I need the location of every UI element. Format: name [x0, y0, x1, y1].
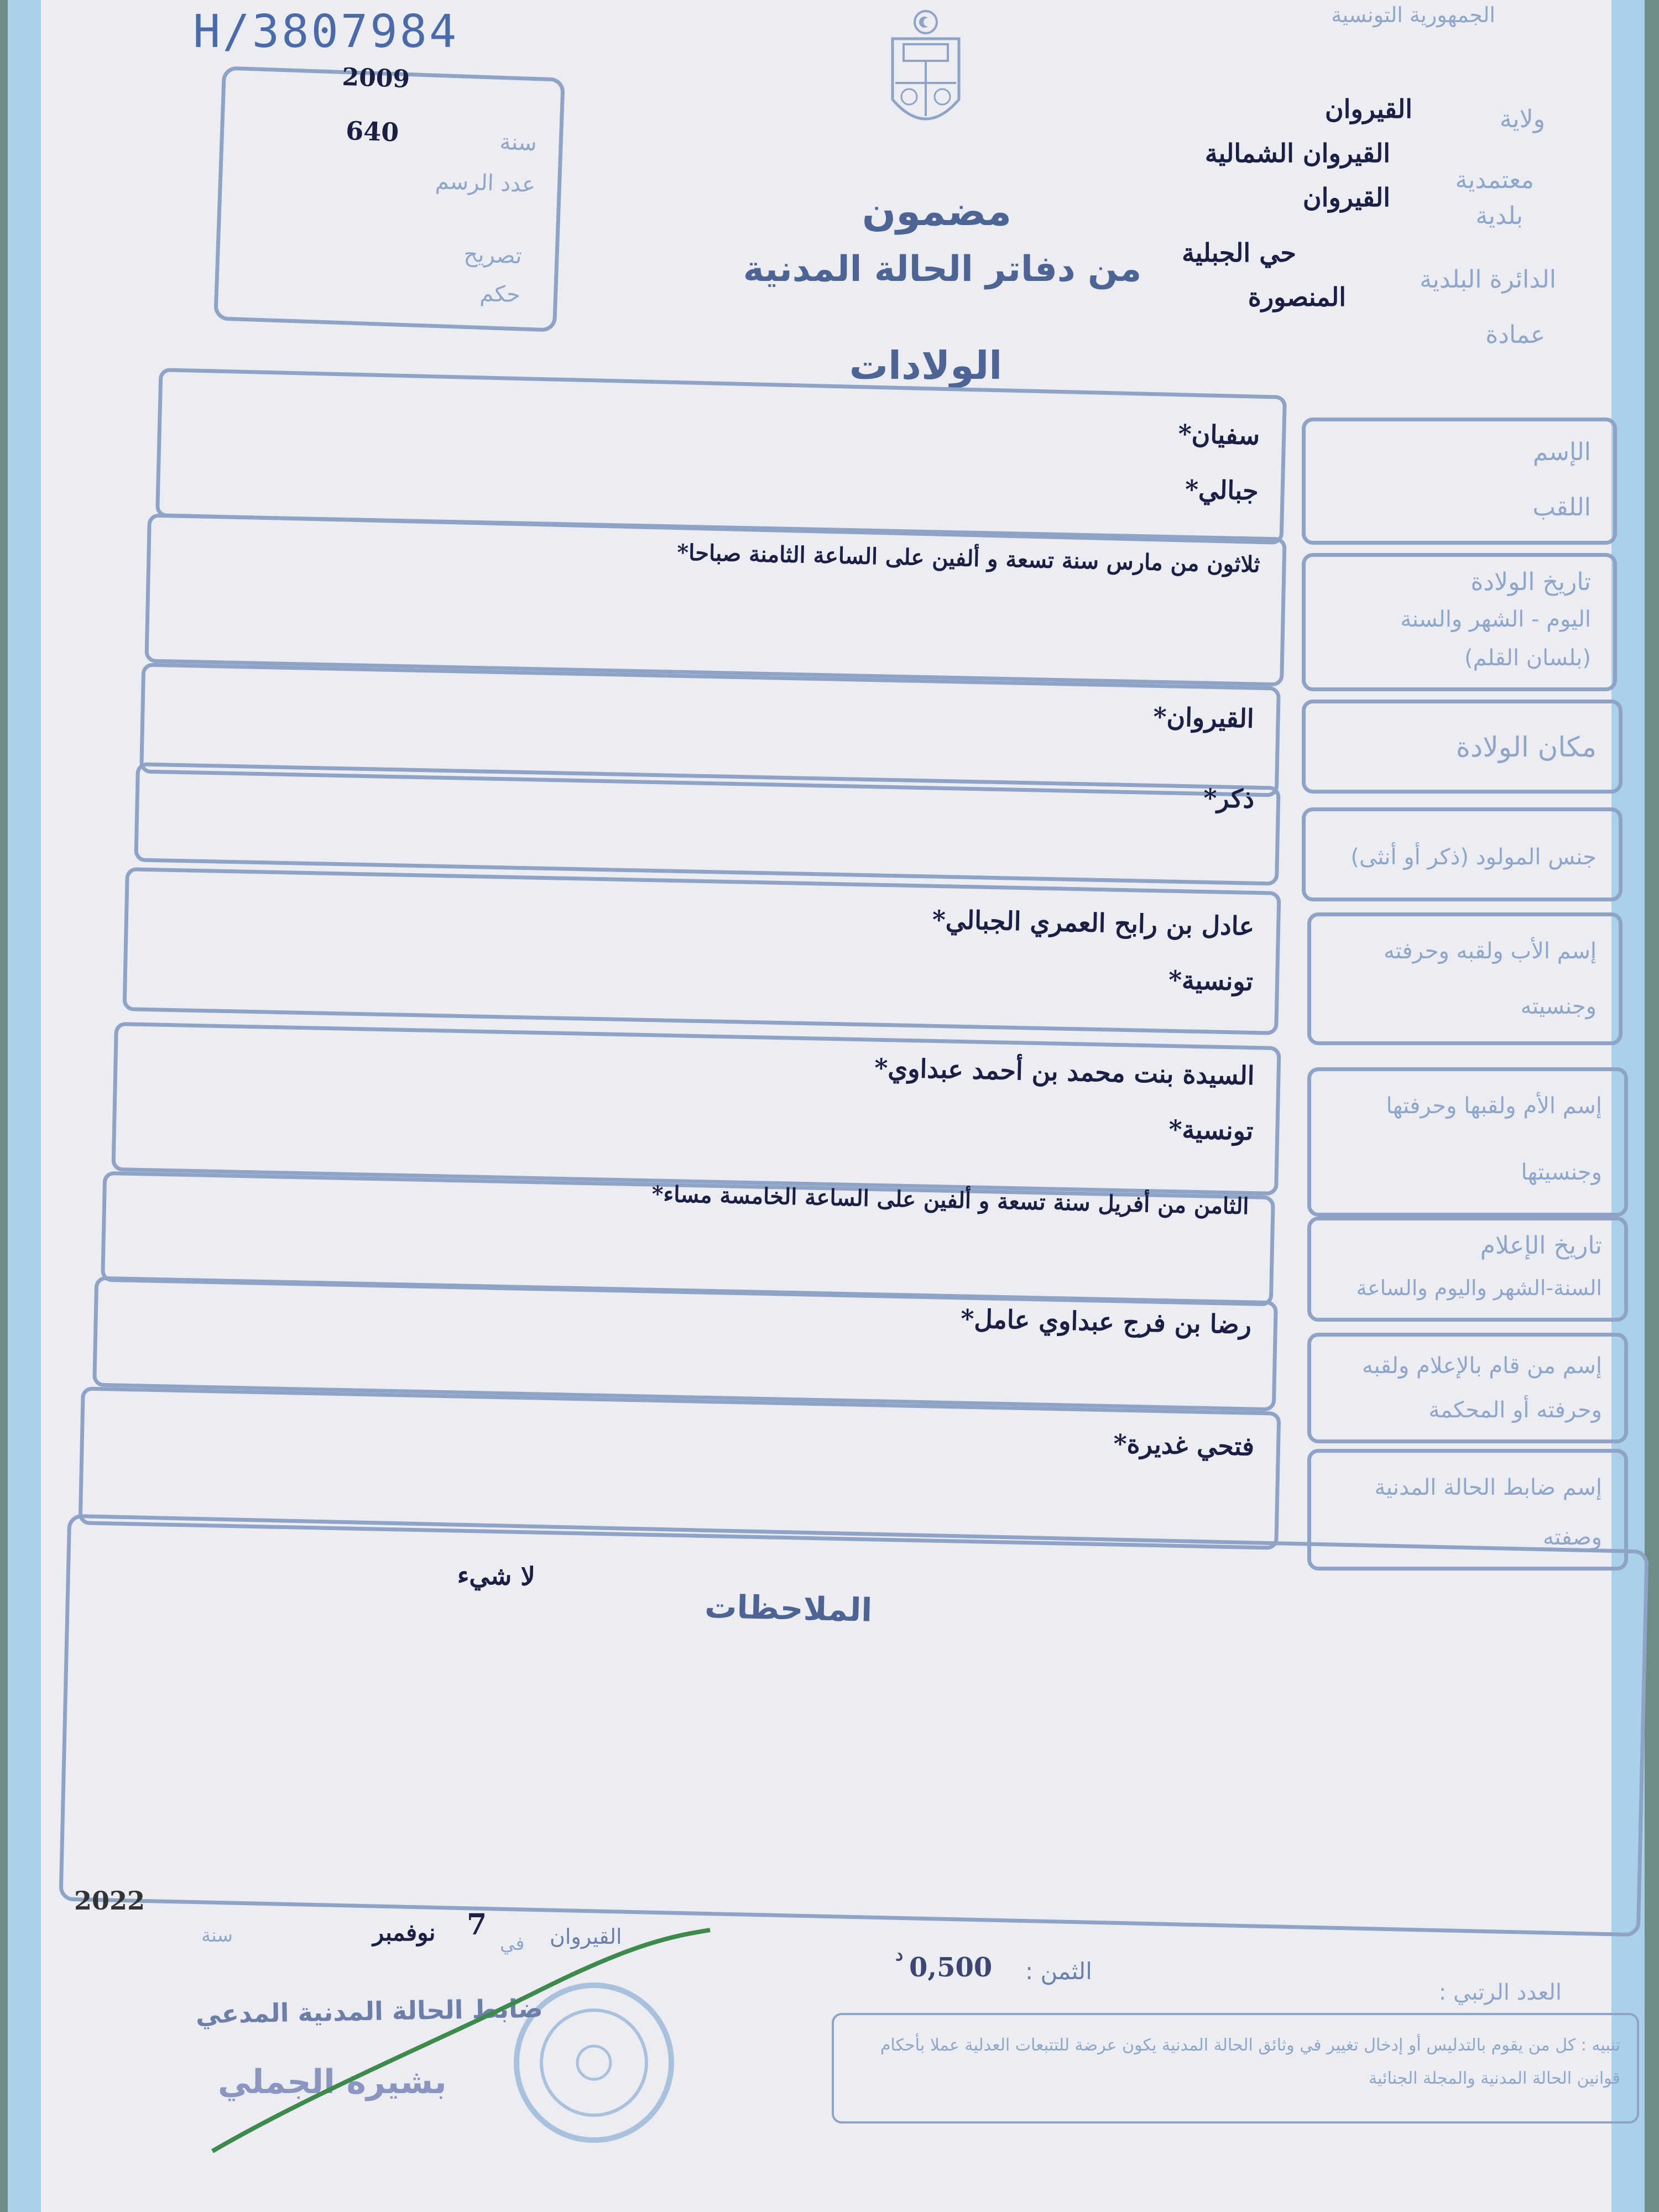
mother-label-1: إسم الأم ولقبها وحرفتها	[1386, 1093, 1602, 1119]
row-mother-value	[111, 1022, 1281, 1196]
mother-name-value: السيدة بنت محمد بن أحمد عبداوي*	[874, 1052, 1255, 1091]
baladia-label: بلدية	[1475, 202, 1523, 230]
motamadia-label: معتمدية	[1455, 166, 1534, 194]
title-line-1: مضمون	[862, 188, 1012, 234]
officer-stamp-title: ضابط الحالة المدنية المدعي	[195, 1993, 544, 2030]
footer-day-prefix: في	[500, 1933, 525, 1955]
row-birthdate-label	[1302, 553, 1617, 691]
footer-month: نوفمبر	[373, 1919, 436, 1946]
row-birthdate-value	[144, 513, 1286, 686]
row-sex-label	[1302, 807, 1623, 901]
birthdate-value: ثلاثون من مارس سنة تسعة و ألفين على الساعة الثامنة صباحا*	[676, 539, 1261, 578]
serial-number: H/3807984	[193, 6, 459, 58]
row-mother-label	[1307, 1067, 1628, 1217]
stamp-year-label: سنة	[499, 129, 538, 156]
first-name-label: الإسم	[1532, 438, 1591, 466]
declaration-date-label-2: السنة-الشهر واليوم والساعة	[1356, 1276, 1602, 1300]
stamp-year-value: 2009	[341, 62, 410, 94]
tunisia-coat-of-arms-icon	[870, 6, 981, 144]
officer-label-1: إسم ضابط الحالة المدنية	[1374, 1475, 1602, 1500]
price-unit: د	[895, 1944, 904, 1965]
remarks-box	[59, 1514, 1648, 1937]
birthplace-label: مكان الولادة	[1455, 731, 1597, 763]
stamp-judgment-label: حكم	[479, 280, 521, 308]
remarks-value: لا شيء	[457, 1559, 536, 1592]
wilaya-label: ولاية	[1499, 105, 1545, 133]
birthdate-label-1: تاريخ الولادة	[1470, 568, 1591, 596]
row-declarant-label	[1307, 1333, 1628, 1443]
row-birthplace-label	[1302, 700, 1623, 794]
officer-label-2: وصفته	[1542, 1525, 1602, 1550]
legal-notice-text: تنبيه : كل من يقوم بالتدليس أو إدخال تغيير في وثائق الحالة المدنية يكون عرضة للتتبعات العدلية عملا بأحكام قوانين الحالة المدنية والمجلة الجنائية	[880, 2036, 1620, 2088]
declaration-date-label-1: تاريخ الإعلام	[1480, 1232, 1602, 1260]
mother-label-2: وجنسيتها	[1521, 1160, 1602, 1185]
declarant-label-1: إسم من قام بالإعلام ولقبه	[1362, 1353, 1602, 1379]
first-name-value: سفيان*	[1178, 419, 1260, 451]
motamadia-value: القيروان الشمالية	[1204, 138, 1390, 168]
father-label-2: وجنسيته	[1520, 994, 1597, 1019]
sex-label: جنس المولود (ذكر أو أنثى)	[1350, 844, 1597, 870]
omada-value: المنصورة	[1248, 282, 1346, 312]
declaration-date-value: الثامن من أفريل سنة تسعة و ألفين على الساعة الخامسة مساء*	[651, 1181, 1249, 1220]
daira-label: الدائرة البلدية	[1420, 265, 1556, 294]
officer-stamp-name: بشيرة الجملي	[218, 2063, 447, 2101]
price-value: 0,500	[909, 1952, 993, 1983]
wilaya-value: القيروان	[1324, 94, 1412, 124]
baladia-value: القيروان	[1302, 182, 1390, 212]
remarks-label: الملاحظات	[704, 1587, 873, 1629]
footer-year-label: سنة	[201, 1924, 233, 1947]
father-nationality-value: تونسية*	[1168, 964, 1254, 997]
sex-value: ذكر*	[1203, 782, 1255, 814]
declarant-label-2: وحرفته أو المحكمة	[1428, 1397, 1602, 1423]
stamp-number-label: عدد الرسم	[435, 168, 536, 198]
stamp-number-value: 640	[345, 116, 400, 148]
republic-label: الجمهورية التونسية	[1331, 3, 1495, 27]
signature-icon	[207, 1924, 716, 2157]
mother-nationality-value: تونسية*	[1168, 1114, 1254, 1146]
price-label: الثمن :	[1025, 1958, 1092, 1985]
birthplace-value: القيروان*	[1152, 701, 1255, 734]
footer-place: القيروان	[550, 1924, 622, 1949]
birth-certificate-paper	[8, 0, 1645, 2212]
omada-label: عمادة	[1485, 321, 1545, 349]
row-father-label	[1307, 912, 1623, 1045]
footer-year: 2022	[74, 1886, 145, 1916]
row-declaration-date-label	[1307, 1217, 1628, 1322]
father-name-value: عادل بن رابح العمري الجبالي*	[932, 904, 1255, 941]
row-father-value	[123, 867, 1281, 1035]
legal-notice-box	[832, 2013, 1639, 2124]
officer-value: فتحي غديرة*	[1113, 1428, 1255, 1462]
birthdate-label-3: (بلسان القلم)	[1464, 645, 1591, 671]
row-name-label	[1302, 418, 1617, 545]
section-title: الولادات	[849, 343, 1003, 388]
declarant-value: رضا بن فرج عبداوي عامل*	[960, 1303, 1252, 1340]
footer-day: 7	[467, 1908, 487, 1942]
stamp-box	[213, 62, 565, 332]
surname-label: اللقب	[1532, 493, 1591, 521]
birthdate-label-2: اليوم - الشهر والسنة	[1400, 607, 1591, 632]
surname-value: جبالي*	[1185, 474, 1259, 506]
stamp-declaration-label: تصريح	[463, 241, 523, 269]
title-line-2: من دفاتر الحالة المدنية	[743, 249, 1142, 290]
father-label-1: إسم الأب ولقبه وحرفته	[1384, 938, 1597, 964]
daira-value: حي الجبلية	[1182, 238, 1296, 268]
ordinal-label: العدد الرتبي :	[1438, 1980, 1562, 2005]
